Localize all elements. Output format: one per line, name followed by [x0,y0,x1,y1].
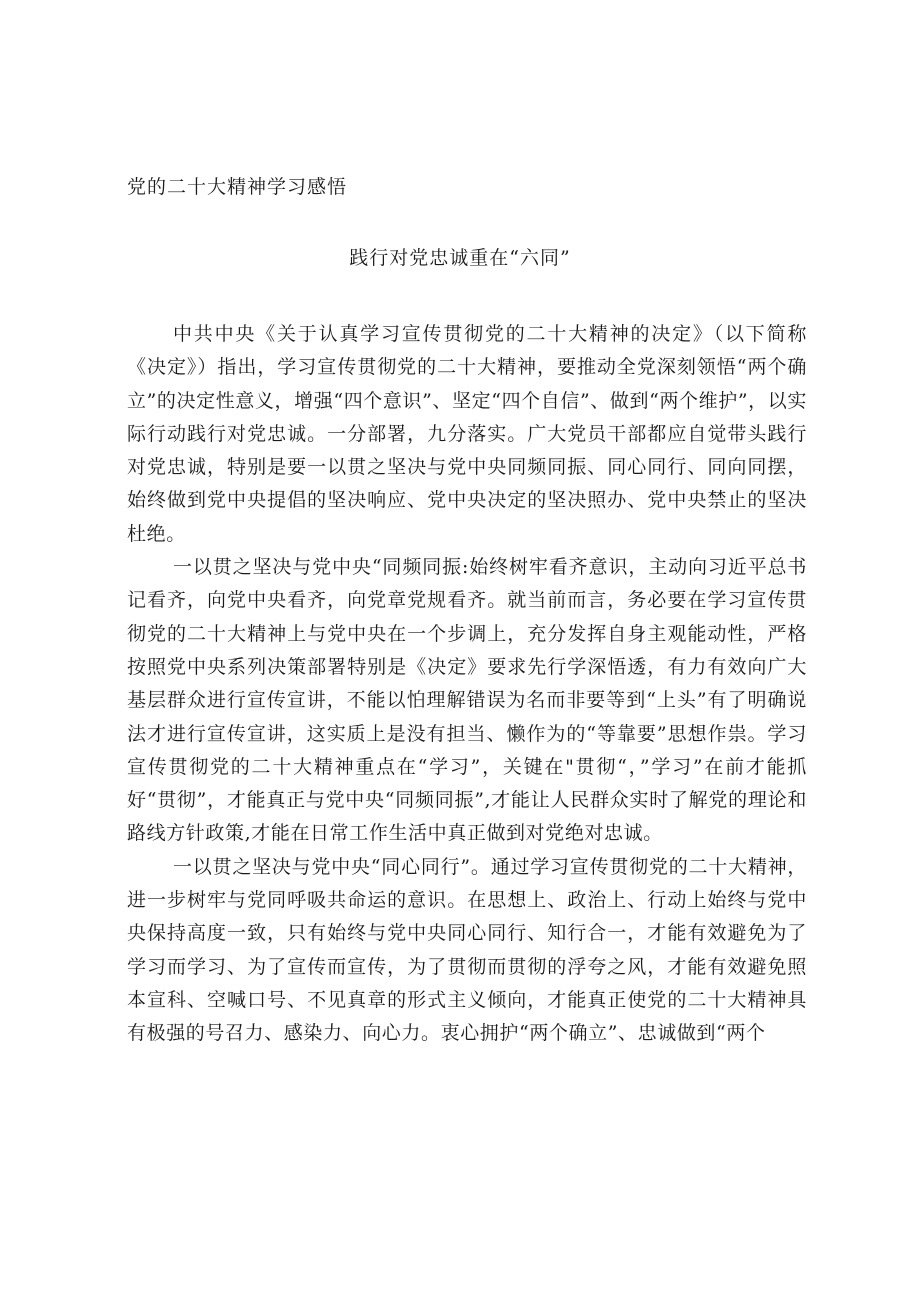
document-title: 践行对党忠诚重在“六同” [349,247,571,269]
document-heading: 党的二十大精神学习感悟 [127,176,348,198]
paragraph: 中共中央《关于认真学习宣传贯彻党的二十大精神的决定》（以下简称《决定》）指出，学习宣传贯彻党的二十大精神，要推动全党深刻领悟“两个确立”的决定性意义，增强“四个意识”、坚定“四个自信”、做到“两个维护”，以实际行动践行对党忠诚。一分部署，九分落实。广大党员干部都应自觉带头践行对党忠诚，特别是要一以贯之坚决与党中央同频同振、同心同行、同向同摆，始终做到党中央提倡的坚决响应、党中央决定的坚决照办、党中央禁止的坚决杜绝。 [127,323,807,545]
paragraph: 一以贯之坚决与党中央“同心同行”。通过学习宣传贯彻党的二十大精神，进一步树牢与党同呼吸共命运的意识。在思想上、政治上、行动上始终与党中央保持高度一致，只有始终与党中央同心同行、知行合一，才能有效避免为了学习而学习、为了宣传而宣传，为了贯彻而贯彻的浮夸之风，才能有效避免照本宣科、空喊口号、不见真章的形式主义倾向，才能真正使党的二十大精神具有极强的号召力、感染力、向心力。衷心拥护“两个确立”、忠诚做到“两个 [127,855,807,1045]
paragraph: 一以贯之坚决与党中央“同频同振:始终树牢看齐意识，主动向习近平总书记看齐，向党中央看齐，向党章党规看齐。就当前而言，务必要在学习宣传贯彻党的二十大精神上与党中央在一个步调上，充分发挥自身主观能动性，严格按照党中央系列决策部署特别是《决定》要求先行学深悟透，有力有效向广大基层群众进行宣传宣讲，不能以怕理解错误为名而非要等到“上头”有了明确说法才进行宣传宣讲，这实质上是没有担当、懒作为的“等靠要”思想作祟。学习宣传贯彻党的二十大精神重点在“学习”，关键在"贯彻“，”学习”在前才能抓好“贯彻”，才能真正与党中央“同频同振”,才能让人民群众实时了解党的理论和路线方针政策,才能在日常工作生活中真正做到对党绝对忠诚。 [127,556,807,845]
document-body [127,318,807,1051]
